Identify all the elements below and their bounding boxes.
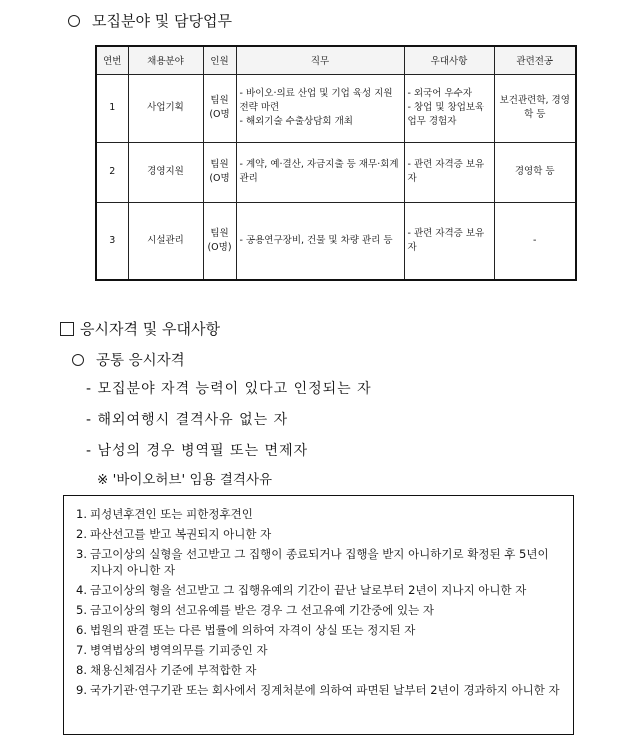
item-text: 금고이상의 형의 선고유예를 받은 경우 그 선고유예 기간중에 있는 자 xyxy=(90,603,434,617)
header-no: 연번 xyxy=(96,46,128,74)
list-item xyxy=(76,526,563,542)
pref-line: - 관련 자격증 보유자 xyxy=(407,227,485,253)
item-number: 8. xyxy=(76,663,87,677)
recruitment-table xyxy=(95,45,577,281)
qualification-list xyxy=(86,378,372,471)
disqualification-box xyxy=(63,495,574,735)
count-role: 팀원 xyxy=(210,227,229,239)
duty-line: - 바이오·의료 산업 및 기업 육성 지원 전략 마련 xyxy=(239,88,393,113)
count-number: (O명) xyxy=(207,241,232,253)
item-text: 병역법상의 병역의무를 기피중인 자 xyxy=(90,643,268,657)
item-text: 법원의 판결 또는 다른 법률에 의하여 자격이 상실 또는 정지된 자 xyxy=(90,623,416,637)
list-item xyxy=(76,582,563,598)
header-pref: 우대사항 xyxy=(404,46,494,74)
count-number: (O명 xyxy=(209,173,230,184)
cell-major: 경영학 등 xyxy=(494,142,576,202)
cell-pref xyxy=(404,74,494,142)
cell-count xyxy=(203,142,236,202)
table-header-row xyxy=(96,46,576,74)
item-number: 4. xyxy=(76,583,87,597)
cell-major: 보건관련학, 경영학 등 xyxy=(494,74,576,142)
list-item xyxy=(76,662,563,678)
duty-line: - 해외기술 수출상담회 개최 xyxy=(239,116,353,127)
item-number: 5. xyxy=(76,603,87,617)
duty-line: - 공용연구장비, 건물 및 차량 관리 등 xyxy=(239,234,393,246)
header-count: 인원 xyxy=(203,46,236,74)
cell-no: 1 xyxy=(96,74,128,142)
count-role: 팀원 xyxy=(210,159,229,170)
cell-field: 사업기획 xyxy=(128,74,203,142)
cell-major: - xyxy=(494,202,576,280)
item-text: 피성년후견인 또는 피한정후견인 xyxy=(90,507,253,521)
item-text: 채용신체검사 기준에 부적합한 자 xyxy=(90,663,257,677)
circle-bullet-icon xyxy=(72,354,84,366)
item-number: 2. xyxy=(76,527,87,541)
header-duty: 직무 xyxy=(236,46,404,74)
list-item xyxy=(76,622,563,638)
cell-pref xyxy=(404,142,494,202)
section-title-text: 응시자격 및 우대사항 xyxy=(80,320,220,338)
header-field: 채용분야 xyxy=(128,46,203,74)
table-row xyxy=(96,142,576,202)
section-title-text: 모집분야 및 담당업무 xyxy=(92,12,232,30)
cell-count xyxy=(203,202,236,280)
list-item xyxy=(76,546,563,578)
list-item xyxy=(76,682,563,698)
section-title-recruitment xyxy=(68,10,232,31)
cell-count xyxy=(203,74,236,142)
item-number: 1. xyxy=(76,507,87,521)
item-number: 7. xyxy=(76,643,87,657)
pref-line: - 창업 및 창업보육업무 경험자 xyxy=(407,102,485,127)
subsection-title-common xyxy=(72,349,185,370)
item-text: 파산선고를 받고 복권되지 아니한 자 xyxy=(90,527,272,541)
cell-no: 2 xyxy=(96,142,128,202)
item-number: 6. xyxy=(76,623,87,637)
cell-duty xyxy=(236,74,404,142)
qualification-item: - 모집분야 자격 능력이 있다고 인정되는 자 xyxy=(86,381,372,397)
cell-no: 3 xyxy=(96,202,128,280)
section-title-qualifications xyxy=(60,318,220,339)
item-text: 금고이상의 형을 선고받고 그 집행유예의 기간이 끝난 날로부터 2년이 지나지 아니한 자 xyxy=(90,583,527,597)
count-role: 팀원 xyxy=(210,95,229,106)
item-text: 금고이상의 실형을 선고받고 그 집행이 종료되거나 집행을 받지 아니하기로 확정된 후 5년이 지나지 아니한 자 xyxy=(90,547,549,577)
subsection-title-text: 공통 응시자격 xyxy=(96,353,185,369)
table-row xyxy=(96,74,576,142)
item-text: 국가기관·연구기관 또는 회사에서 징계처분에 의하여 파면된 날부터 2년이 경과하지 아니한 자 xyxy=(90,683,560,697)
pref-line: - 관련 자격증 보유자 xyxy=(407,159,485,184)
header-major: 관련전공 xyxy=(494,46,576,74)
square-bullet-icon xyxy=(60,322,74,336)
item-number: 9. xyxy=(76,683,87,697)
cell-duty xyxy=(236,202,404,280)
qualification-item: - 해외여행시 결격사유 없는 자 xyxy=(86,412,289,428)
cell-pref xyxy=(404,202,494,280)
cell-field: 경영지원 xyxy=(128,142,203,202)
duty-line: - 계약, 예·결산, 자금지출 등 재무·회계 관리 xyxy=(239,159,399,184)
list-item xyxy=(76,602,563,618)
list-item xyxy=(76,642,563,658)
item-number: 3. xyxy=(76,547,87,561)
list-item xyxy=(76,506,563,522)
pref-line: - 외국어 우수자 xyxy=(407,88,473,99)
count-number: (O명 xyxy=(209,109,230,120)
cell-duty xyxy=(236,142,404,202)
table-row xyxy=(96,202,576,280)
disqualification-note: ※ '바이오허브' 임용 결격사유 xyxy=(97,472,273,488)
circle-bullet-icon xyxy=(68,15,80,27)
qualification-item: - 남성의 경우 병역필 또는 면제자 xyxy=(86,443,309,459)
cell-field: 시설관리 xyxy=(128,202,203,280)
